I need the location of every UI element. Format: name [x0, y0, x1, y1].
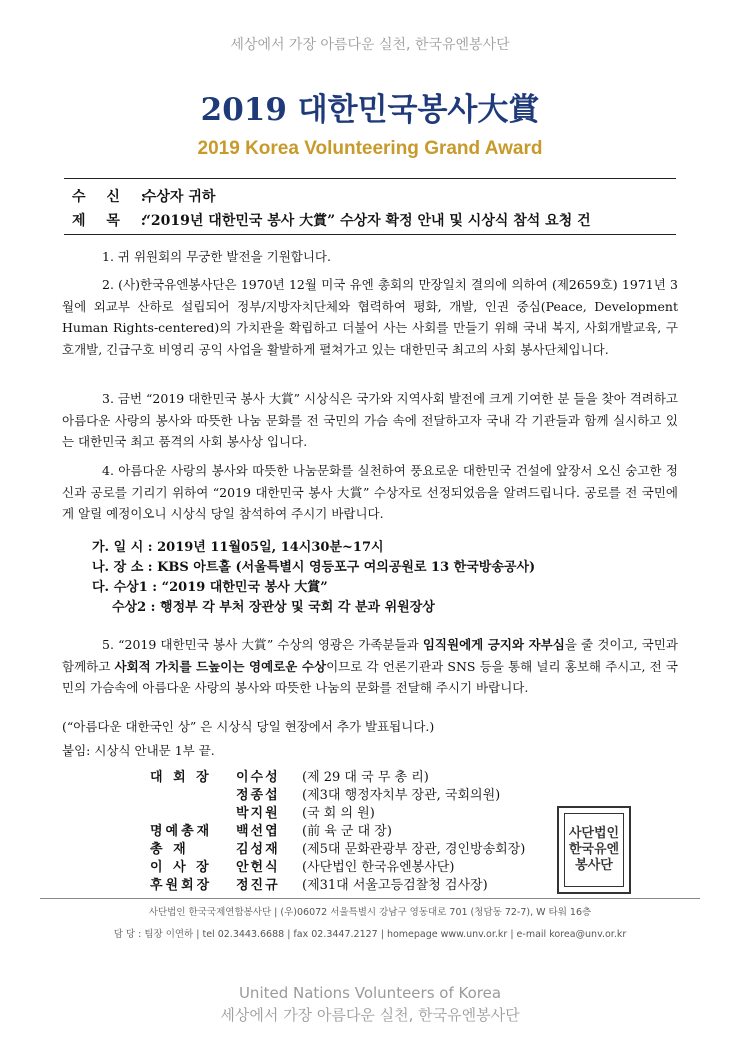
subject-line [72, 210, 591, 230]
signatory-row [150, 856, 552, 874]
paragraph-1: 1. 귀 위원회의 무궁한 발전을 기원합니다. [102, 249, 331, 264]
signatory-role: 후원회장 [150, 878, 213, 893]
signatory-row [150, 874, 552, 892]
paragraph-4: 4. 아름다운 사랑의 봉사와 따뜻한 나눔문화를 실천하여 풍요로운 대한민국 건설에 앞장서 오신 숭고한 정신과 공로를 기리기 위하여 “2019 대한민국 봉사 大賞” 수상자로 선정되었음을 알려드립니다. 공로를 전 국민에게 알릴 예정이오니 시상식 당일 참석하여 주시기 바랍니다. [62, 463, 678, 521]
signatory-affiliation: (국 회 의 원) [302, 806, 375, 821]
paragraph-5 [62, 634, 678, 699]
signatory-affiliation: (제5대 문화관광부 장관, 경인방송회장) [302, 842, 526, 857]
signatory-row [150, 766, 552, 784]
paragraph-5-note: (“아름다운 대한국인 상” 은 시상식 당일 현장에서 추가 발표됩니다.) [62, 719, 435, 734]
paragraph-5-emphasis-2: 사회적 가치를 드높이는 영예로운 수상 [114, 658, 327, 674]
recipient-label: 수 신 : [72, 189, 154, 205]
document-title-english: 2019 Korea Volunteering Grand Award [197, 138, 543, 159]
signatory-affiliation: (제3대 행정자치부 장관, 국회의원) [302, 788, 501, 803]
paragraph-5-text-a: 5. “2019 대한민국 봉사 大賞” 수상의 영광은 가족분들과 [102, 637, 423, 652]
signatory-role: 이 사 장 [150, 860, 212, 875]
signatory-row [150, 784, 552, 802]
signatory-name: 이수성 [236, 770, 280, 785]
document-title-korean: 2019 대한민국봉사大賞 [200, 92, 540, 128]
attachment-line: 붙임: 시상식 안내문 1부 끝. [62, 743, 215, 758]
schedule-place: 나. 장 소 : KBS 아트홀 (서울특별시 영등포구 여의공원로 13 한국방송공사) [92, 560, 536, 575]
signatory-affiliation: (前 육 군 대 장) [302, 824, 392, 839]
paragraph-2: 2. (사)한국유엔봉사단은 1970년 12월 미국 유엔 총회의 만장일치 결의에 의하여 (제2659호) 1971년 3월에 외교부 산하로 설립되어 정부/지방자치단체와 협력하여 평화, 개발, 인권 중심(Peace, Development Human Rights-centered)의 가치관을 확립하고 더불어 사는 사회를 만들기 위해 국내 복지, 사회개발교육, 구호개발, 긴급구호 비영리 공익 사업을 활발하게 펼쳐가고 있는 대한민국 최고의 사회 봉사단체입니다. [62, 277, 678, 357]
footer-rule [40, 898, 700, 899]
signatory-name: 김성재 [236, 842, 280, 857]
paragraph-5-emphasis-1: 임직원에게 긍지와 자부심 [422, 637, 565, 652]
signatory-affiliation: (사단법인 한국유엔봉사단) [302, 860, 455, 875]
official-seal [557, 806, 631, 894]
subject-value: “2019년 대한민국 봉사 大賞” 수상자 확정 안내 및 시상식 참석 요청 건 [142, 213, 591, 229]
signatory-name: 정종섭 [236, 788, 280, 803]
footer-contact: 담 당 : 팀장 이연하 | tel 02.3443.6688 | fax 02.3447.2127 | homepage www.unv.or.kr | e-mail korea@unv.or.kr [113, 929, 627, 940]
header-top-rule [64, 178, 676, 179]
signatory-name: 박지원 [236, 806, 280, 821]
signatory-name: 정진규 [236, 878, 280, 893]
signatory-row [150, 838, 552, 856]
header-bottom-rule [64, 234, 676, 235]
signatory-role: 총 재 [150, 842, 189, 857]
signatory-affiliation: (제31대 서울고등검찰청 검사장) [302, 878, 488, 893]
organization-slogan-korean: 세상에서 가장 아름다운 실천, 한국유엔봉사단 [220, 1006, 520, 1024]
paragraph-5-text-c: 을 줄 것이고, 국민과 함께하고 [62, 637, 678, 674]
schedule-date: 가. 일 시 : 2019년 11월05일, 14시30분~17시 [92, 540, 384, 555]
recipient-value: 수상자 귀하 [142, 189, 216, 205]
paragraph-5-text-e: 이므로 각 언론기관과 SNS 등을 통해 널리 홍보해 주시고, 전 국민의 가슴속에 아름다운 사랑의 봉사와 따뜻한 나눔의 문화를 전달해 주시기 바랍니다. [62, 658, 678, 695]
official-seal-text: 사단법인한국유엔봉사단 [564, 813, 624, 887]
signatory-row [150, 820, 552, 838]
header-slogan: 세상에서 가장 아름다운 실천, 한국유엔봉사단 [230, 37, 510, 53]
signatory-role: 명예총재 [150, 824, 213, 839]
footer-address: 사단법인 한국국제연합봉사단 | (우)06072 서울특별시 강남구 영동대로 701 (청담동 72-7), W 타워 16층 [148, 907, 592, 918]
recipient-line [72, 186, 215, 206]
organization-name-english: United Nations Volunteers of Korea [238, 984, 502, 1002]
subject-label: 제 목 : [72, 213, 154, 229]
signatory-role: 대 회 장 [150, 770, 212, 785]
paragraph-3: 3. 금번 “2019 대한민국 봉사 大賞” 시상식은 국가와 지역사회 발전에 크게 기여한 분 들을 찾아 격려하고 아름다운 사랑의 봉사와 따뜻한 나눔 문화를 전 국민의 가슴 속에 전달하고자 국내 각 기관들과 함께 실시하고 있는 대한민국 최고 품격의 사회 봉사상 입니다. [62, 391, 678, 449]
signatory-name: 백선엽 [236, 824, 280, 839]
signatory-name: 안헌식 [236, 860, 280, 875]
signatory-affiliation: (제 29 대 국 무 총 리) [302, 770, 429, 785]
schedule-award-2: 수상2 : 행정부 각 부처 장관상 및 국회 각 분과 위원장상 [112, 600, 435, 615]
schedule-award-1: 다. 수상1 : “2019 대한민국 봉사 大賞” [92, 580, 328, 595]
signatory-row [150, 802, 552, 820]
